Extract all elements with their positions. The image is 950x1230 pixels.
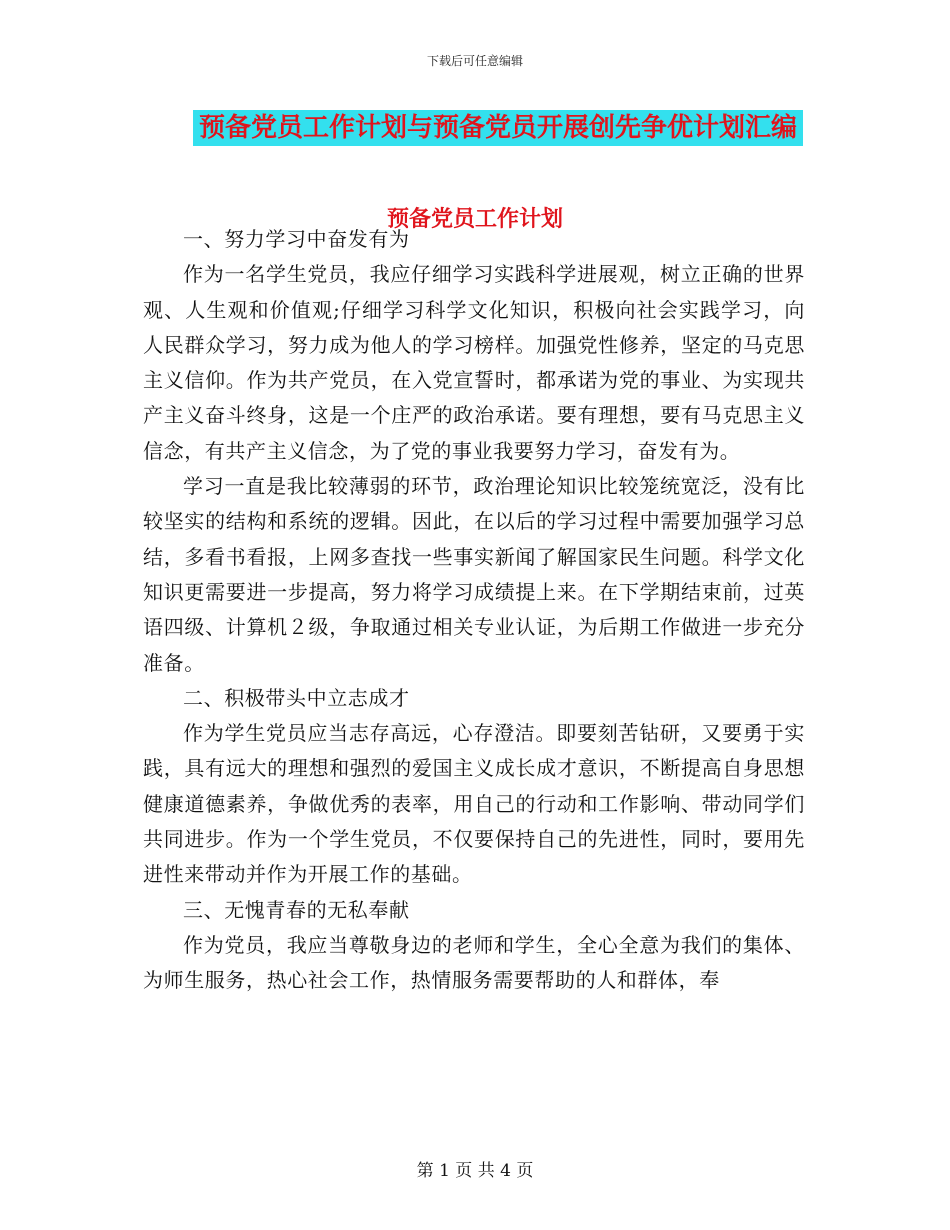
main-title: 预备党员工作计划与预备党员开展创先争优计划汇编	[193, 110, 803, 146]
paragraph: 作为党员，我应当尊敬身边的老师和学生，全心全意为我们的集体、为师生服务，热心社会工作，热情服务需要帮助的人和群体，奉	[143, 932, 805, 993]
heading-1: 一、努力学习中奋发有为	[183, 227, 410, 251]
body-text	[143, 222, 805, 999]
heading-3: 三、无愧青春的无私奉献	[183, 897, 410, 922]
paragraph: 作为学生党员应当志存高远，心存澄洁。即要刻苦钻研，又要勇于实践，具有远大的理想和强烈的爱国主义成长成才意识，不断提高自身思想健康道德素养，争做优秀的表率，用自己的行动和工作影响、带动同学们共同进步。作为一个学生党员，不仅要保持自己的先进性，同时，要用先进性来带动并作为开展工作的基础。	[143, 721, 805, 887]
header-note: 下载后可任意编辑	[426, 54, 523, 68]
page-footer: 第 1 页 共 4 页	[416, 1161, 534, 1181]
heading-2: 二、积极带头中立志成才	[183, 685, 410, 710]
section-title: 预备党员工作计划	[386, 207, 563, 232]
paragraph: 学习一直是我比较薄弱的环节，政治理论知识比较笼统宽泛，没有比较坚实的结构和系统的逻辑。因此，在以后的学习过程中需要加强学习总结，多看书看报，上网多查找一些事实新闻了解国家民生问题。科学文化知识更需要进一步提高，努力将学习成绩提上来。在下学期结束前，过英语四级、计算机２级，争取通过相关专业认证，为后期工作做进一步充分准备。	[143, 474, 805, 675]
paragraph: 作为一名学生党员，我应仔细学习实践科学进展观，树立正确的世界观、人生观和价值观;仔细学习科学文化知识，积极向社会实践学习，向人民群众学习，努力成为他人的学习榜样。加强党性修养，坚定的马克思主义信仰。作为共产党员，在入党宣誓时，都承诺为党的事业、为实现共产主义奋斗终身，这是一个庄严的政治承诺。要有理想，要有马克思主义信念，有共产主义信念，为了党的事业我要努力学习，奋发有为。	[143, 262, 805, 463]
